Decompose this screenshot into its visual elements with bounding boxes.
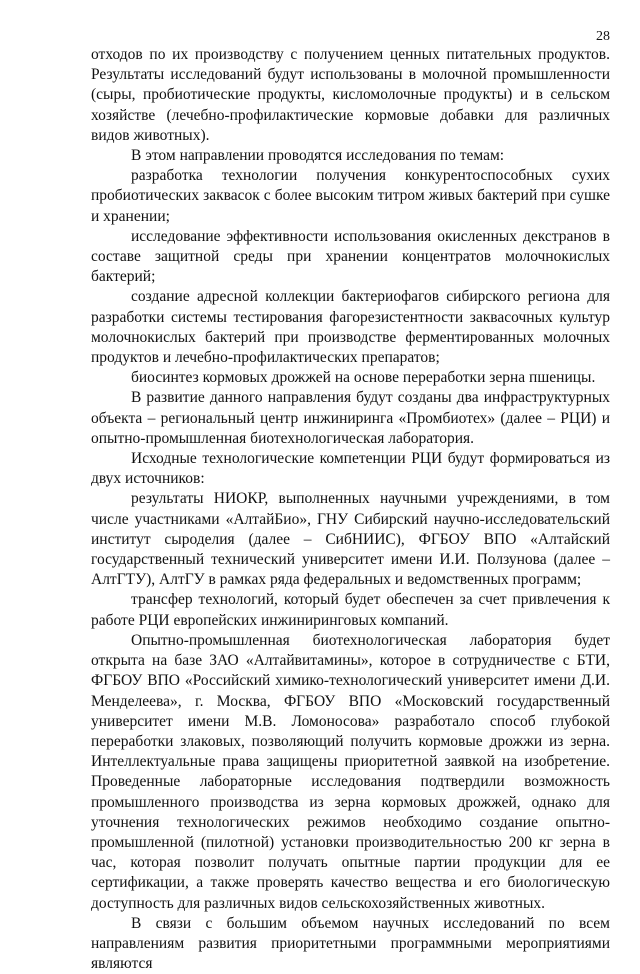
paragraph-4: исследование эффективности использования окисленных декстранов в составе защитной среды при хранении концентратов молочнокислых бактерий;	[91, 227, 610, 286]
page-number: 28	[596, 29, 610, 44]
paragraph-7: В развитие данного направления будут созданы два инфраструктурных объекта – региональный центр инжиниринга «Промбиотех» (далее – РЦИ) и опытно-промышленная биотехнологическая лаборатория.	[91, 389, 610, 447]
paragraph-12: В связи с большим объемом научных исследований по всем направлениям развития приоритетными программными мероприятиями являются	[91, 914, 610, 973]
paragraph-10: трансфер технологий, который будет обеспечен за счет привлечения к работе РЦИ европейских инжиниринговых компаний.	[91, 591, 610, 629]
body-text	[91, 45, 610, 974]
paragraph-11: Опытно-промышленная биотехнологическая лаборатория будет открыта на базе ЗАО «Алтайвитамины», которое в сотрудничестве с БТИ, ФГБОУ ВПО «Российский химико-технологический университет имени Д.И. Менделеева», г. Москва, ФГБОУ ВПО «Московский государственный университет имени М.В. Ломоносова» разработало способ глубокой переработки злаковых, позволяющий получить кормовые дрожжи из зерна. Интеллектуальные права защищены приоритетной заявкой на изобретение. Проведенные лабораторные исследования подтвердили возможность промышленного производства из зерна кормовых дрожжей, однако для уточнения технологических режимов необходимо создание опытно-промышленной (пилотной) установки производительностью 200 кг зерна в час, которая позволит получать опытные партии продукции для ее сертификации, а также проверять качество вещества и его биологическую доступность для различных видов сельскохозяйственных животных.	[91, 631, 610, 912]
paragraph-5: создание адресной коллекции бактериофагов сибирского региона для разработки системы тестирования фагорезистентности заквасочных культур молочнокислых бактерий при производстве ферментированных молочных продуктов и лечебно-профилактических препаратов;	[91, 288, 610, 367]
paragraph-8: Исходные технологические компетенции РЦИ будут формироваться из двух источников:	[91, 450, 610, 488]
paragraph-2: В этом направлении проводятся исследования по темам:	[131, 147, 505, 165]
paragraph-1: отходов по их производству с получением ценных питательных продуктов. Результаты исследований будут использованы в молочной промышленности (сыры, пробиотические продукты, кисломолочные продукты) и в сельском хозяйстве (лечебно-профилактические кормовые добавки для различных видов животных).	[91, 46, 610, 144]
paragraph-3: разработка технологии получения конкурентоспособных сухих пробиотических заквасок с более высоким титром живых бактерий при сушке и хранении;	[91, 167, 610, 225]
paragraph-9: результаты НИОКР, выполненных научными учреждениями, в том числе участниками «АлтайБио», ГНУ Сибирский научно-исследовательский институт сыроделия (далее – СибНИИС), ФГБОУ ВПО «Алтайский государственный технический университет имени И.И. Ползунова (далее – АлтГТУ), АлтГУ в рамках ряда федеральных и ведомственных программ;	[91, 490, 610, 589]
paragraph-6: биосинтез кормовых дрожжей на основе переработки зерна пшеницы.	[131, 369, 596, 387]
